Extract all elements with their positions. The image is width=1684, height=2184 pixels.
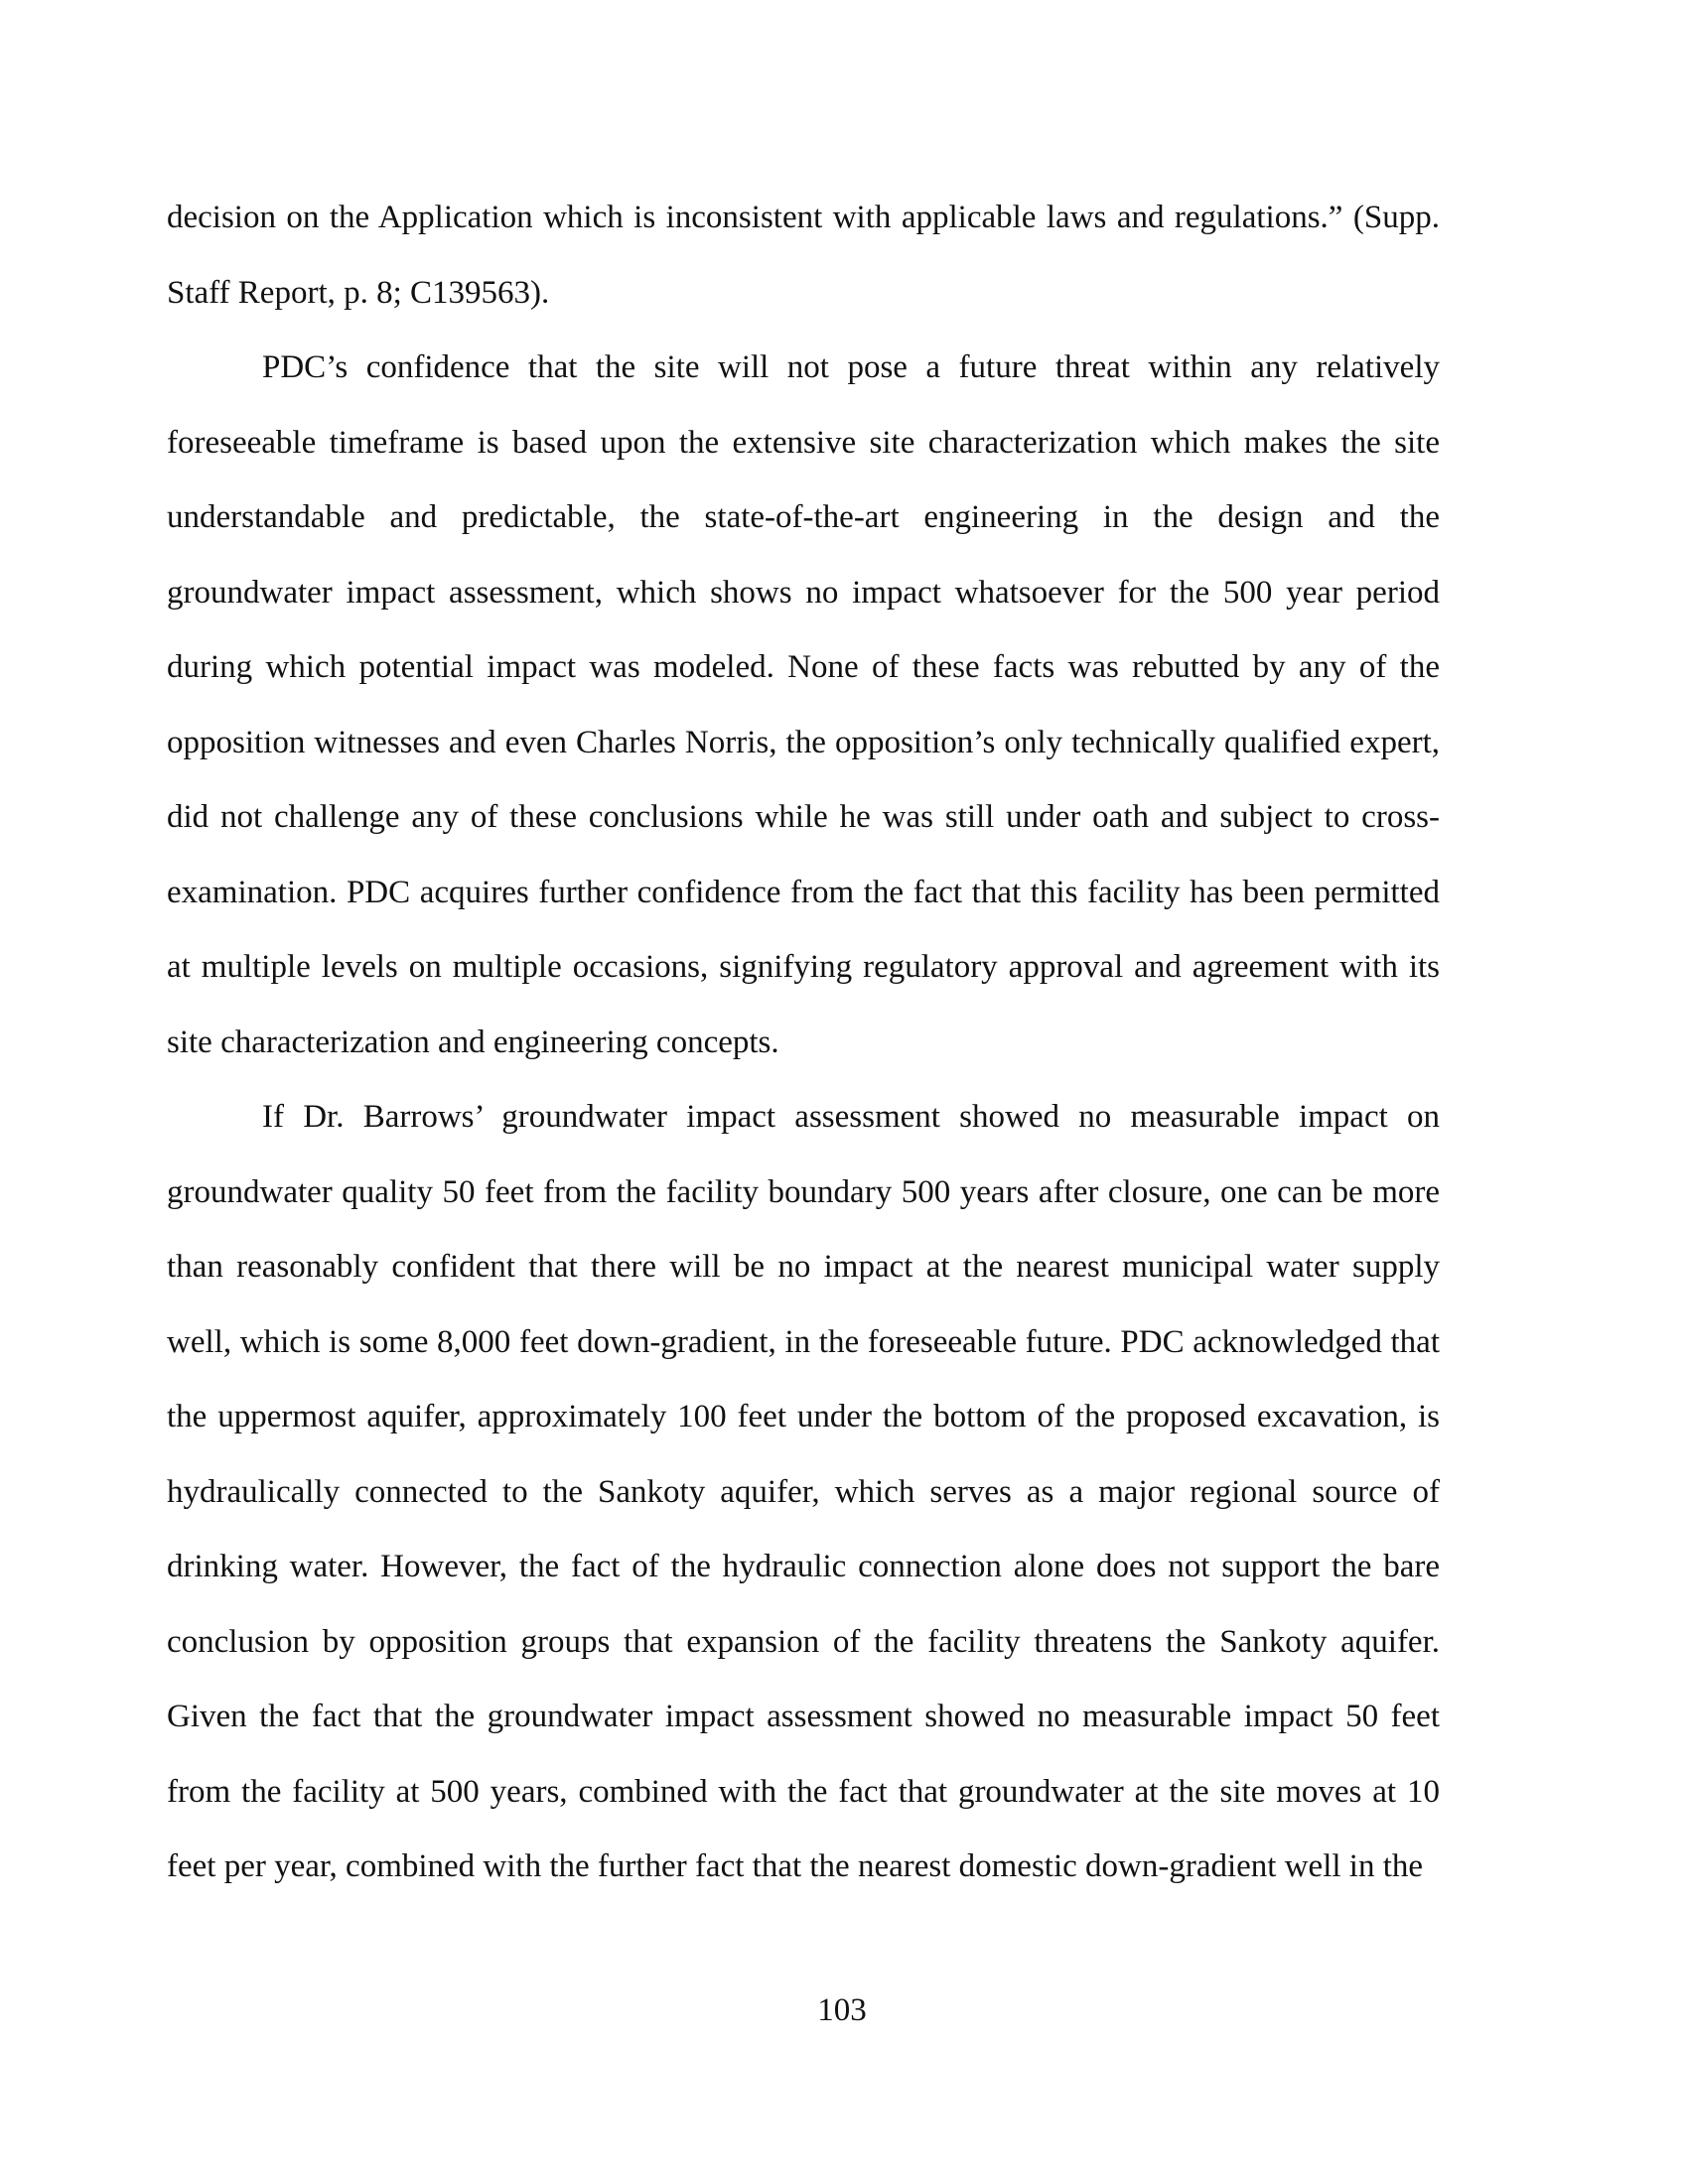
page-number: 103 [817,1992,867,2028]
paragraph-continuation: decision on the Application which is inconsistent with applicable laws and regulations.” (Supp. Staff Report, p. 8; C139563). [167,200,1440,311]
paragraph-groundwater-assessment: If Dr. Barrows’ groundwater impact assessment showed no measurable impact on groundwater quality 50 feet from the facility boundary 500 years after closure, one can be more than reasonably confident that there will be no impact at the nearest municipal water supply well, which is some 8,000 feet down-gradient, in the foreseeable future. PDC acknowledged that the uppermost aquifer, approximately 100 feet under the bottom of the proposed excavation, is hydraulically connected to the Sankoty aquifer, which serves as a major regional source of drinking water. However, the fact of the hydraulic connection alone does not support the bare conclusion by opposition groups that expansion of the facility threatens the Sankoty aquifer. Given the fact that the groundwater impact assessment showed no measurable impact 50 feet from the facility at 500 years, combined with the fact that groundwater at the site moves at 10 feet per year, combined with the further fact that the nearest domestic down-gradient well in the [167,1099,1440,1884]
body-text [167,181,1440,1905]
paragraph-pdc-confidence: PDC’s confidence that the site will not pose a future threat within any relatively foreseeable timeframe is based upon the extensive site characterization which makes the site understandable and predictable, the state-of-the-art engineering in the design and the groundwater impact assessment, which shows no impact whatsoever for the 500 year period during which potential impact was modeled. None of these facts was rebutted by any of the opposition witnesses and even Charles Norris, the opposition’s only technically qualified expert, did not challenge any of these conclusions while he was still under oath and subject to cross-examination. PDC acquires further confidence from the fact that this facility has been permitted at multiple levels on multiple occasions, signifying regulatory approval and agreement with its site characterization and engineering concepts. [167,349,1440,1060]
